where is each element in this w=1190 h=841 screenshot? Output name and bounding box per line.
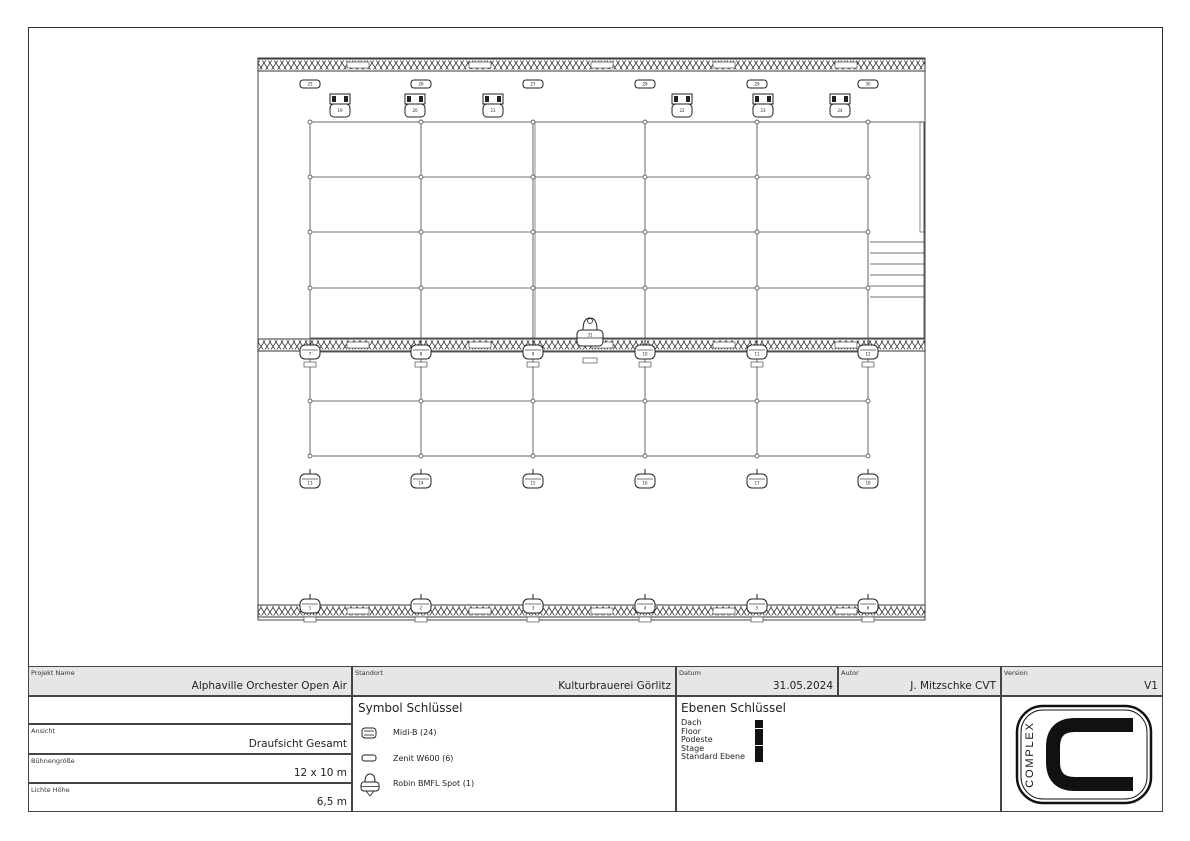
fixture-number: 20	[412, 108, 418, 113]
midi-b-fixture	[858, 594, 878, 613]
platform-node	[755, 120, 759, 124]
layer-floor-swatch	[755, 729, 763, 737]
fixture-number: 10	[642, 351, 648, 357]
zenit-w600-fixture	[411, 80, 431, 88]
truss-downstage	[258, 605, 925, 617]
location-cell	[352, 666, 676, 696]
fixture-tag	[527, 617, 539, 622]
view-value: Draufsicht Gesamt	[248, 738, 347, 750]
zenit-w600-fixture	[747, 80, 767, 88]
stage-size-label: Bühnengröße	[31, 757, 75, 765]
midi-b-fixture	[411, 594, 431, 613]
fixture-tag	[583, 358, 597, 363]
fixture-tag	[415, 362, 427, 367]
midi-b-fixture	[523, 594, 543, 613]
midi-b-fixture	[753, 94, 773, 117]
layer-stage-swatch	[755, 746, 763, 754]
clear-height-value: 6,5 m	[316, 796, 347, 808]
truss-connector	[591, 62, 613, 68]
fixture-tag	[639, 617, 651, 622]
midi-b-fixture	[300, 594, 320, 613]
platform-node	[308, 120, 312, 124]
platform-node	[531, 230, 535, 234]
platform-node	[755, 286, 759, 290]
fixture-yoke-detail	[686, 96, 690, 102]
midi-b-fixture	[411, 469, 431, 488]
platform-node	[308, 286, 312, 290]
platform-node	[643, 399, 647, 403]
fixture-number: 8	[419, 351, 423, 357]
fixture-yoke-detail	[674, 96, 678, 102]
layer-stage-label: Stage	[681, 743, 705, 753]
date-value: 31.05.2024	[772, 680, 833, 692]
truss-connector	[469, 62, 491, 68]
fixture-tag	[527, 362, 539, 367]
layer-key-title: Ebenen Schlüssel	[681, 701, 786, 715]
spot-number: 31	[587, 332, 593, 338]
layer-dach-swatch	[755, 720, 763, 728]
zenit-w600-label: Zenit W600 (6)	[393, 754, 454, 763]
version-value: V1	[1144, 680, 1158, 692]
author-label: Autor	[841, 669, 859, 677]
layer-standard-label: Standard Ebene	[681, 752, 745, 761]
fixture-tag	[751, 617, 763, 622]
zenit-number: 27	[530, 81, 536, 87]
truss-connector	[835, 608, 857, 614]
truss-connector	[347, 62, 369, 68]
location-value: Kulturbrauerei Görlitz	[558, 680, 671, 692]
midi-b-label: Midi-B (24)	[393, 728, 437, 737]
fixture-number: 24	[837, 108, 843, 113]
truss-connector	[347, 342, 369, 348]
platform-node	[866, 454, 870, 458]
fixture-number: 7	[308, 351, 312, 357]
date-cell	[676, 666, 838, 696]
layer-standard-swatch	[755, 754, 763, 762]
fixture-tag	[415, 617, 427, 622]
stage-size-value: 12 x 10 m	[293, 767, 347, 779]
fixture-tag	[751, 362, 763, 367]
fixture-number: 5	[755, 605, 759, 611]
robin-bmfl-spot-icon	[360, 771, 380, 797]
fixture-tag	[639, 362, 651, 367]
author-value: J. Mitzschke CVT	[910, 680, 996, 692]
complex-logo	[1015, 704, 1153, 805]
stage-platform-grid	[308, 120, 924, 458]
platform-node	[866, 230, 870, 234]
fixture-number: 3	[531, 605, 535, 611]
fixture-number: 4	[643, 605, 647, 611]
truss-connector	[347, 608, 369, 614]
platform-node	[643, 175, 647, 179]
layer-podeste-label: Podeste	[681, 735, 713, 744]
fixture-tag	[304, 362, 316, 367]
date-label: Datum	[679, 669, 701, 677]
lower-stage-platform	[310, 352, 868, 456]
project-name-value: Alphaville Orchester Open Air	[191, 680, 347, 692]
fixture-yoke-detail	[832, 96, 836, 102]
fixture-yoke-detail	[332, 96, 336, 102]
fixture-number: 23	[760, 108, 766, 113]
truss-connector	[469, 342, 491, 348]
symbol-key-title: Symbol Schlüssel	[358, 701, 463, 715]
truss-connector	[713, 62, 735, 68]
platform-node	[755, 230, 759, 234]
platform-node	[643, 120, 647, 124]
midi-b-fixture	[300, 469, 320, 488]
zenit-w600-fixture	[523, 80, 543, 88]
platform-node	[643, 286, 647, 290]
midi-b-fixture	[747, 469, 767, 488]
platform-node	[755, 399, 759, 403]
fixture-number: 14	[418, 480, 424, 486]
zenit-number: 28	[642, 81, 648, 87]
fixture-tag	[304, 617, 316, 622]
upper-stage-platform	[310, 122, 924, 338]
truss-connector	[591, 608, 613, 614]
fixture-yoke-detail	[344, 96, 348, 102]
fixture-yoke-detail	[767, 96, 771, 102]
platform-node	[866, 120, 870, 124]
platform-node	[308, 399, 312, 403]
truss-connector	[835, 62, 857, 68]
fixture-number: 11	[754, 351, 760, 357]
platform-node	[419, 399, 423, 403]
project-name-cell	[28, 666, 352, 696]
fixture-yoke-detail	[407, 96, 411, 102]
fixture-number: 17	[754, 480, 760, 486]
project-name-label: Projekt Name	[31, 669, 75, 677]
fixture-yoke-detail	[497, 96, 501, 102]
midi-b-fixture	[483, 94, 503, 117]
midi-b-fixture	[635, 469, 655, 488]
fixture-number: 6	[866, 605, 870, 611]
fixture-yoke-detail	[419, 96, 423, 102]
fixture-number: 12	[865, 351, 871, 357]
platform-node	[866, 399, 870, 403]
midi-b-fixture	[405, 94, 425, 117]
zenit-w600-fixture	[635, 80, 655, 88]
platform-node	[419, 230, 423, 234]
platform-node	[419, 454, 423, 458]
platform-node	[419, 286, 423, 290]
layer-floor-label: Floor	[681, 726, 701, 736]
stairs	[870, 242, 924, 297]
symbol-key-cell	[352, 696, 676, 812]
stage-size-cell	[28, 754, 352, 783]
logo-text: COMPLEX	[1024, 721, 1036, 788]
midi-b-fixture	[635, 594, 655, 613]
platform-node	[419, 120, 423, 124]
fixture-yoke-detail	[485, 96, 489, 102]
fixture-tag	[862, 362, 874, 367]
midi-b-fixture	[830, 94, 850, 117]
midi-b-fixture	[523, 469, 543, 488]
platform-node	[643, 230, 647, 234]
layer-key-cell	[676, 696, 1001, 812]
view-cell	[28, 724, 352, 754]
fixture-number: 22	[679, 108, 685, 113]
truss-upstage	[258, 59, 925, 71]
fixture-number: 21	[490, 108, 496, 113]
fixture-yoke-detail	[755, 96, 759, 102]
platform-node	[531, 454, 535, 458]
platform-node	[531, 399, 535, 403]
platform-node	[866, 286, 870, 290]
fixture-number: 19	[337, 108, 343, 113]
midi-b-fixture	[858, 469, 878, 488]
midi-b-icon	[361, 727, 377, 739]
midi-b-fixture	[672, 94, 692, 117]
spot-head	[588, 319, 593, 324]
truss-connector	[713, 608, 735, 614]
robin-bmfl-spot-label: Robin BMFL Spot (1)	[393, 779, 475, 788]
zenit-number: 25	[307, 81, 313, 87]
platform-node	[308, 454, 312, 458]
author-cell	[838, 666, 1001, 696]
layer-dach-label: Dach	[681, 718, 702, 727]
layer-podeste-swatch	[755, 737, 763, 745]
platform-node	[755, 454, 759, 458]
fixture-number: 13	[307, 480, 313, 486]
blank-cell	[28, 696, 352, 724]
fixture-yoke-detail	[844, 96, 848, 102]
platform-node	[419, 175, 423, 179]
fixture-number: 18	[865, 480, 871, 486]
platform-node	[308, 175, 312, 179]
robin-bmfl-spot-fixture	[577, 318, 603, 363]
platform-node	[531, 120, 535, 124]
truss-connector	[835, 342, 857, 348]
truss-connector	[713, 342, 735, 348]
clear-height-label: Lichte Höhe	[31, 786, 70, 794]
platform-node	[308, 230, 312, 234]
fixture-tag	[862, 617, 874, 622]
zenit-w600-icon	[361, 754, 377, 762]
truss-connector	[469, 608, 491, 614]
zenit-w600-fixture	[858, 80, 878, 88]
zenit-number: 30	[865, 81, 871, 87]
clear-height-cell	[28, 783, 352, 812]
logo-cell	[1001, 696, 1163, 812]
midi-b-fixture	[747, 594, 767, 613]
view-label: Ansicht	[31, 727, 56, 735]
platform-node	[755, 175, 759, 179]
version-label: Version	[1004, 669, 1028, 677]
platform-edge	[920, 122, 924, 232]
fixture-number: 1	[308, 605, 312, 611]
midi-b-fixture	[330, 94, 350, 117]
version-cell	[1001, 666, 1163, 696]
fixture-number: 16	[642, 480, 648, 486]
zenit-number: 26	[418, 81, 424, 87]
fixture-number: 15	[530, 480, 536, 486]
fixture-number: 2	[419, 605, 423, 611]
platform-node	[643, 454, 647, 458]
platform-node	[531, 286, 535, 290]
fixture-number: 9	[531, 351, 535, 357]
location-label: Standort	[355, 669, 384, 677]
platform-node	[866, 175, 870, 179]
zenit-w600-fixture	[300, 80, 320, 88]
zenit-number: 29	[754, 81, 760, 87]
platform-node	[531, 175, 535, 179]
